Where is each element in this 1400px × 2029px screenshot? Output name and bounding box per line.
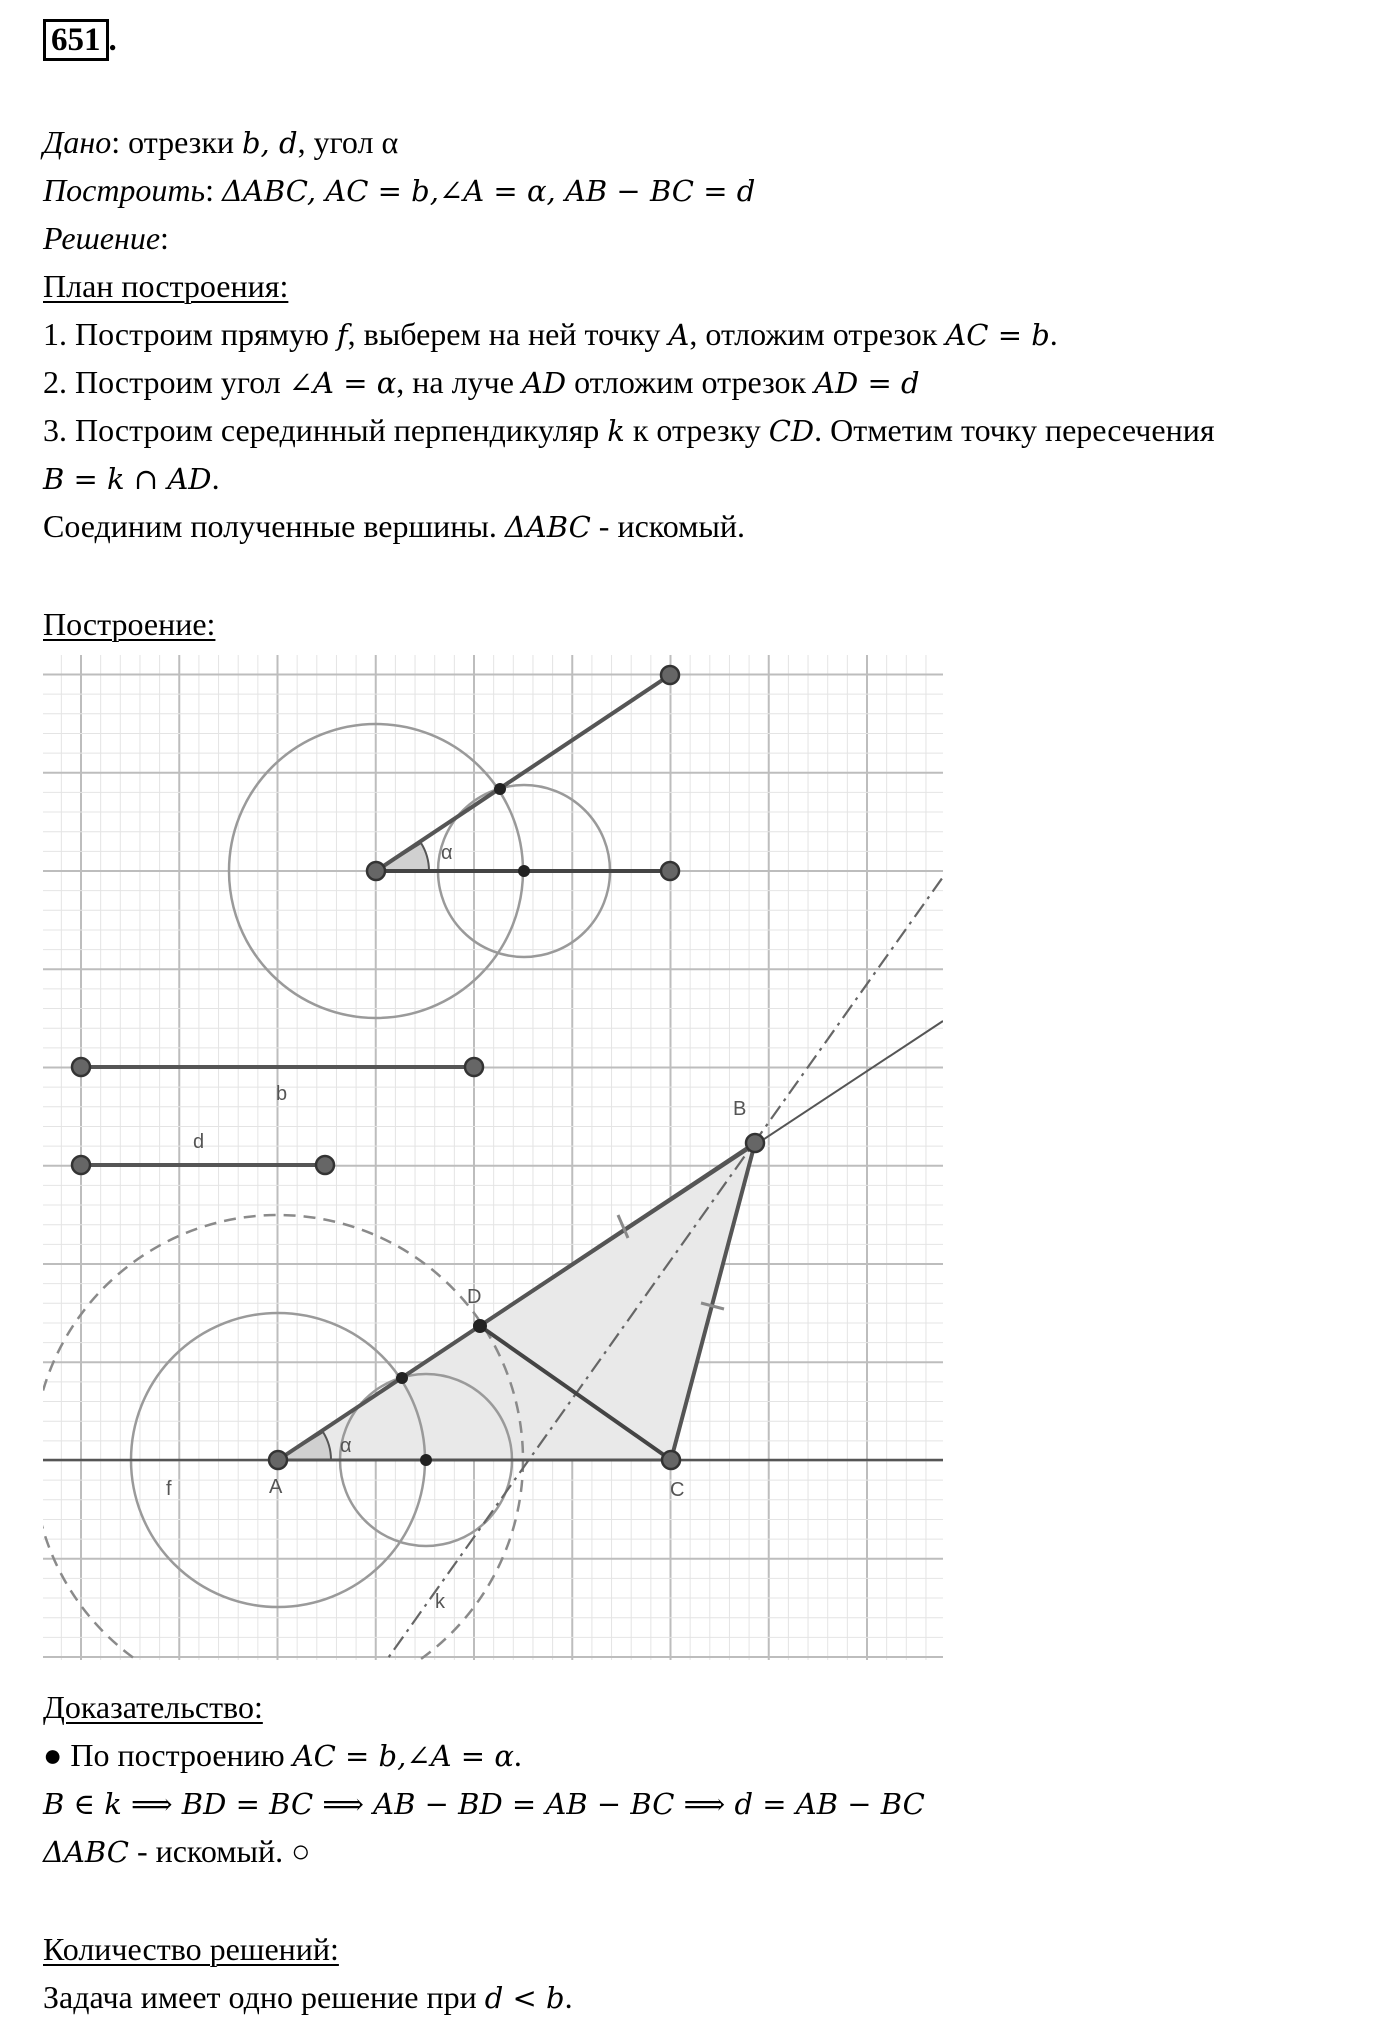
- proof-line-1-text: .: [513, 1737, 522, 1773]
- problem-number-dot: .: [108, 22, 117, 58]
- label-alpha-top: α: [441, 842, 453, 864]
- label-D: D: [467, 1286, 482, 1308]
- plan-step-2-math: AD = d: [814, 366, 920, 400]
- plan-conclusion: [43, 506, 745, 547]
- point-d-end: [316, 1156, 334, 1174]
- point-b-start: [72, 1058, 90, 1076]
- count-text-words: .: [564, 1979, 573, 2015]
- construction-heading: Построение:: [43, 606, 216, 642]
- construct-label: Построить: [43, 172, 206, 208]
- problem-number-box: 651: [43, 19, 109, 61]
- plan-step-1-text: .: [1049, 316, 1058, 352]
- point-top-vertex: [367, 862, 385, 880]
- point-top-mid: [518, 865, 530, 877]
- plan-step-3-math: CD: [768, 414, 815, 448]
- label-b: b: [276, 1083, 288, 1105]
- plan-step-1-math: f: [336, 318, 348, 352]
- label-f: f: [166, 1478, 172, 1500]
- plan-step-3-math: k: [607, 414, 625, 448]
- point-b: [746, 1134, 764, 1152]
- proof-line-2: [43, 1783, 925, 1824]
- plan-step-1-math: A: [668, 318, 690, 352]
- proof-line-3: [43, 1831, 310, 1872]
- proof-line-1-math: AC = b,∠A = α: [292, 1739, 514, 1773]
- count-text-math: d < b: [484, 1981, 565, 2015]
- label-C: C: [670, 1479, 685, 1501]
- plan-step-3: [43, 410, 1215, 451]
- construct-math: ΔABC, AC = b,∠A = α, AB − BC = d: [221, 174, 756, 208]
- given-label: Дано: [43, 124, 112, 160]
- construct-text: :: [205, 172, 222, 208]
- plan-step-2-text: отложим отрезок: [566, 364, 815, 400]
- plan-step-2-text: 2. Построим угол: [43, 364, 289, 400]
- plan-step-3-text: 3. Построим серединный перпендикуляр: [43, 412, 608, 448]
- label-d: d: [193, 1131, 205, 1153]
- proof-line-2-math: B ∈ k ⟹ BD = BC ⟹ AB − BD = AB − BC ⟹ d = AB − BC: [43, 1787, 925, 1821]
- plan-step-2-math: AD: [521, 366, 567, 400]
- plan-step-2-math: ∠A = α: [288, 366, 397, 400]
- plan-step-1-text: , отложим отрезок: [689, 316, 946, 352]
- given-text: : отрезки: [111, 124, 242, 160]
- plan-step-1-math: AC = b: [945, 318, 1050, 352]
- given-line: [43, 122, 398, 163]
- proof-line-1-text: ● По построению: [43, 1737, 293, 1773]
- label-k: k: [435, 1591, 445, 1613]
- plan-conclusion-text: - искомый.: [590, 508, 745, 544]
- construct-line: [43, 170, 755, 211]
- plan-step-3-text: . Отметим точку пересечения: [814, 412, 1215, 448]
- point-d: [473, 1319, 487, 1333]
- point-bottom-mid: [420, 1454, 432, 1466]
- label-alpha-bottom: α: [340, 1435, 352, 1457]
- given-tail: , угол α: [297, 124, 399, 160]
- count-text-words: Задача имеет одно решение при: [43, 1979, 485, 2015]
- proof-heading: Доказательство:: [43, 1689, 263, 1725]
- plan-step-1-text: 1. Построим прямую: [43, 316, 337, 352]
- solution-line: [43, 218, 169, 258]
- label-A: A: [269, 1476, 283, 1498]
- point-top-right: [661, 862, 679, 880]
- plan-step-1: [43, 314, 1058, 355]
- proof-line-3-math: ΔABC: [43, 1835, 129, 1869]
- point-d-start: [72, 1156, 90, 1174]
- point-b-end: [465, 1058, 483, 1076]
- construction-figure: [43, 655, 943, 1660]
- problem-number: [43, 23, 117, 57]
- plan-heading: План построения:: [43, 268, 289, 304]
- proof-line-3-text: - искомый. ○: [128, 1833, 311, 1869]
- plan-step-2: [43, 362, 920, 403]
- plan-step-3b-text: .: [211, 460, 220, 496]
- point-c: [662, 1451, 680, 1469]
- plan-step-1-text: , выберем на ней точку: [347, 316, 669, 352]
- plan-conclusion-math: ΔABC: [504, 510, 591, 544]
- point-top-intersection: [494, 783, 506, 795]
- plan-step-3b-math: B = k ∩ AD: [43, 462, 212, 496]
- proof-line-1: [43, 1735, 522, 1776]
- count-heading: Количество решений:: [43, 1931, 339, 1967]
- plan-step-2-text: , на луче: [396, 364, 522, 400]
- label-B: B: [733, 1098, 747, 1120]
- point-a: [269, 1451, 287, 1469]
- count-text: [43, 1977, 573, 2018]
- plan-conclusion-text: Соединим полученные вершины.: [43, 508, 505, 544]
- point-top-upper: [661, 666, 679, 684]
- plan-step-3-text: к отрезку: [624, 412, 769, 448]
- plan-step-3-continued: [43, 458, 220, 499]
- grid: [43, 655, 943, 1660]
- solution-tail: :: [160, 220, 169, 256]
- point-bottom-intersection: [396, 1372, 408, 1384]
- solution-label: Решение: [43, 220, 161, 256]
- given-math: b, d: [241, 126, 298, 160]
